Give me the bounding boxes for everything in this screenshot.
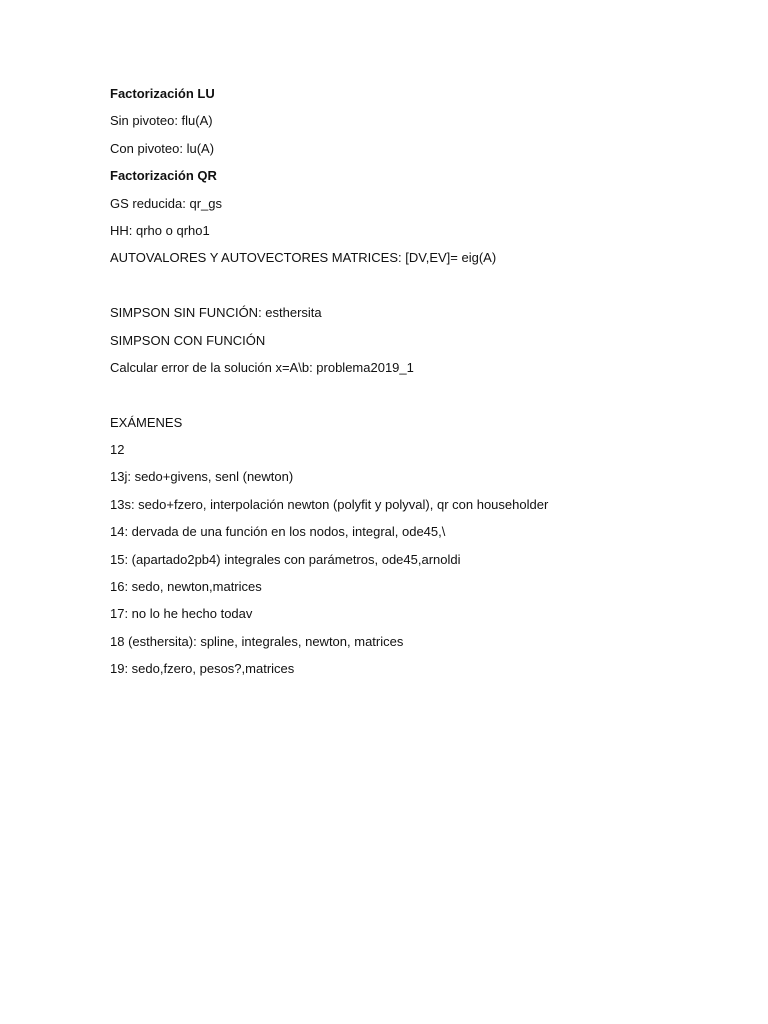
exam-item: 17: no lo he hecho todav [110, 606, 253, 622]
exam-item: 19: sedo,fzero, pesos?,matrices [110, 661, 295, 677]
blank-line [110, 386, 710, 413]
exam-item: 16: sedo, newton,matrices [110, 579, 262, 595]
exam-item: 13j: sedo+givens, senl (newton) [110, 469, 294, 485]
exam-item: 15: (apartado2pb4) integrales con parámetros, ode45,arnoldi [110, 551, 461, 567]
heading-examenes: EXÁMENES [110, 414, 183, 430]
text-line: HH: qrho o qrho1 [110, 222, 210, 238]
heading-qr: Factorización QR [110, 168, 217, 184]
exam-item: 13s: sedo+fzero, interpolación newton (polyfit y polyval), qr con householder [110, 496, 549, 512]
text-line: SIMPSON CON FUNCIÓN [110, 332, 266, 348]
heading-lu: Factorización LU [110, 86, 215, 101]
blank-line [110, 277, 710, 304]
text-line: GS reducida: qr_gs [110, 195, 223, 211]
exam-item: 14: dervada de una función en los nodos, integral, ode45,\ [110, 524, 446, 540]
text-line: Con pivoteo: lu(A) [110, 140, 215, 156]
document-page [110, 85, 710, 688]
exam-item: 12 [110, 442, 125, 458]
text-line: AUTOVALORES Y AUTOVECTORES MATRICES: [DV,EV]= eig(A) [110, 250, 497, 266]
text-line: Calcular error de la solución x=A\b: problema2019_1 [110, 359, 414, 375]
text-line: SIMPSON SIN FUNCIÓN: esthersita [110, 305, 322, 321]
text-line: Sin pivoteo: flu(A) [110, 113, 213, 129]
exam-item: 18 (esthersita): spline, integrales, newton, matrices [110, 633, 404, 649]
